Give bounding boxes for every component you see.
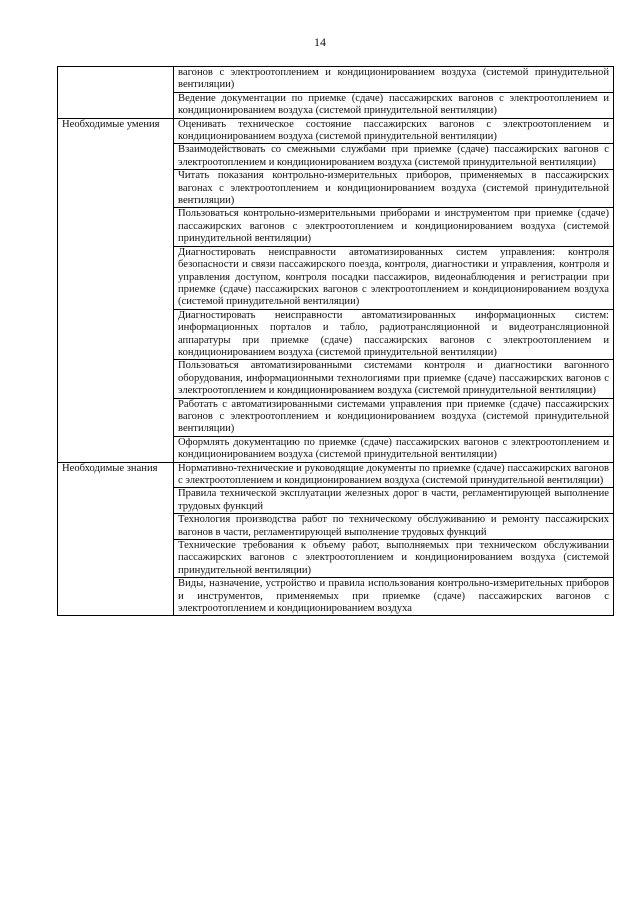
section-label-skills: Необходимые умения — [58, 118, 174, 462]
table-row — [58, 118, 614, 144]
table-cell: Оценивать техническое состояние пассажирских вагонов с электроотоплением и кондиционированием воздуха (системой принудительной вентиляции) — [174, 118, 614, 144]
section-label-knowledge: Необходимые знания — [58, 462, 174, 616]
table-cell: Взаимодействовать со смежными службами при приемке (сдаче) пассажирских вагонов с электроотоплением и кондиционированием воздуха (системой принудительной вентиляции) — [174, 144, 614, 170]
row-label-empty — [58, 67, 174, 119]
table-row — [58, 67, 614, 93]
table-cell: Работать с автоматизированными системами управления при приемке (сдаче) пассажирских вагонов с электроотоплением и кондиционированием воздуха (системой принудительной вентиляции) — [174, 398, 614, 436]
table-row — [58, 462, 614, 488]
table-cell: Технология производства работ по техническому обслуживанию и ремонту пассажирских вагонов в части, регламентирующей выполнение трудовых функций — [174, 514, 614, 540]
table-cell: Читать показания контрольно-измерительных приборов, применяемых в пассажирских вагонах с электроотоплением и кондиционированием воздуха (системой принудительной вентиляции) — [174, 170, 614, 208]
table-cell: Пользоваться контрольно-измерительными приборами и инструментом при приемке (сдаче) пассажирских вагонов с электроотоплением и кондиционированием воздуха (системой принудительной вентиляции) — [174, 208, 614, 246]
page-number: 14 — [314, 35, 326, 49]
table-cell: Оформлять документацию по приемке (сдаче) пассажирских вагонов с электроотоплением и кондиционированием воздуха (системой принудительной вентиляции) — [174, 436, 614, 462]
table-cell: Пользоваться автоматизированными системами контроля и диагностики вагонного оборудования, информационными технологиями при приемке (сдаче) пассажирских вагонов с электроотоплением и кондиционированием воздуха (системой принудительной вентиляции) — [174, 360, 614, 398]
table-cell: Технические требования к объему работ, выполняемых при техническом обслуживании пассажирских вагонов с электроотоплением и кондиционированием воздуха (системой принудительной вентиляции) — [174, 540, 614, 578]
table-cell: Диагностировать неисправности автоматизированных систем управления: контроля безопасности и связи пассажирского поезда, контроля, диагностики и управления, контроля и управления доступом, контроля посадки пассажиров, видеонаблюдения и регистрации при приемке (сдаче) пассажирских вагонов с электроотоплением и кондиционированием воздуха (системой принудительной вентиляции) — [174, 246, 614, 309]
table-cell: Ведение документации по приемке (сдаче) пассажирских вагонов с электроотоплением и кондиционированием воздуха (системой принудительной вентиляции) — [174, 92, 614, 118]
requirements-table — [57, 66, 614, 616]
table-cell: Правила технической эксплуатации железных дорог в части, регламентирующей выполнение трудовых функций — [174, 488, 614, 514]
table-cell: Нормативно-технические и руководящие документы по приемке (сдаче) пассажирских вагонов с электроотоплением и кондиционированием воздуха (системой принудительной вентиляции) — [174, 462, 614, 488]
table-cell: Виды, назначение, устройство и правила использования контрольно-измерительных приборов и инструментов, применяемых при приемке (сдаче) пассажирских вагонов с электроотоплением и кондиционированием воздуха — [174, 578, 614, 616]
table-cell: Диагностировать неисправности автоматизированных информационных систем: информационных порталов и табло, радиотрансляционной и видеотрансляционной аппаратуры при приемке (сдаче) пассажирских вагонов с электроотоплением и кондиционированием воздуха (системой принудительной вентиляции) — [174, 309, 614, 360]
table-cell: вагонов с электроотоплением и кондиционированием воздуха (системой принудительной вентиляции) — [174, 67, 614, 93]
